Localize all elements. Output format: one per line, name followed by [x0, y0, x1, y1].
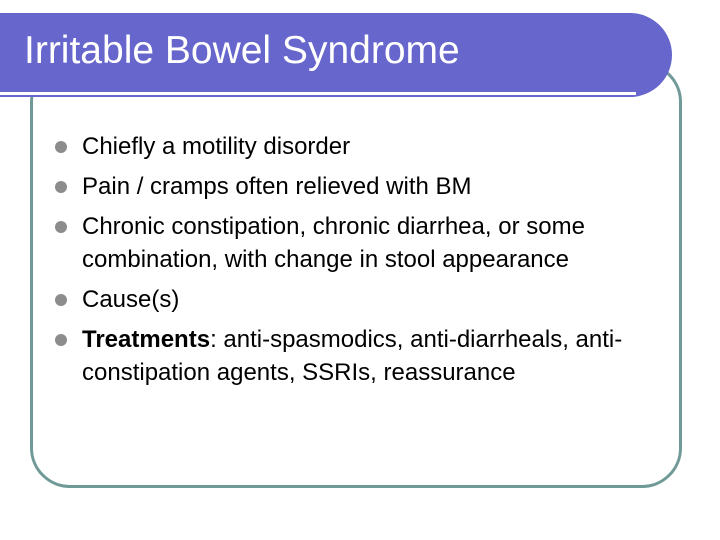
bullet-dot-icon: [55, 181, 67, 193]
bullet-bold-term: Treatments: [82, 326, 211, 353]
bullet-item-pain: [54, 170, 664, 203]
bullet-item-motility: [54, 130, 664, 163]
title-underline: [0, 92, 636, 95]
bullet-list: [54, 130, 664, 396]
bullet-item-causes: [54, 283, 664, 316]
bullet-dot-icon: [55, 141, 67, 153]
bullet-text: Chiefly a motility disorder: [82, 133, 351, 160]
slide-title: Irritable Bowel Syndrome: [24, 29, 460, 72]
bullet-item-symptoms: [54, 210, 664, 276]
bullet-text: Chronic constipation, chronic diarrhea, or some combination, with change in stool appearance: [82, 213, 585, 273]
bullet-dot-icon: [55, 334, 67, 346]
bullet-dot-icon: [55, 294, 67, 306]
bullet-dot-icon: [55, 221, 67, 233]
bullet-text: : anti-spasmodics, anti-diarrheals, anti-constipation agents, SSRIs, reassurance: [82, 326, 623, 386]
bullet-item-treatments: [54, 323, 664, 389]
bullet-text: Pain / cramps often relieved with BM: [82, 173, 472, 200]
bullet-text: Cause(s): [82, 286, 180, 313]
